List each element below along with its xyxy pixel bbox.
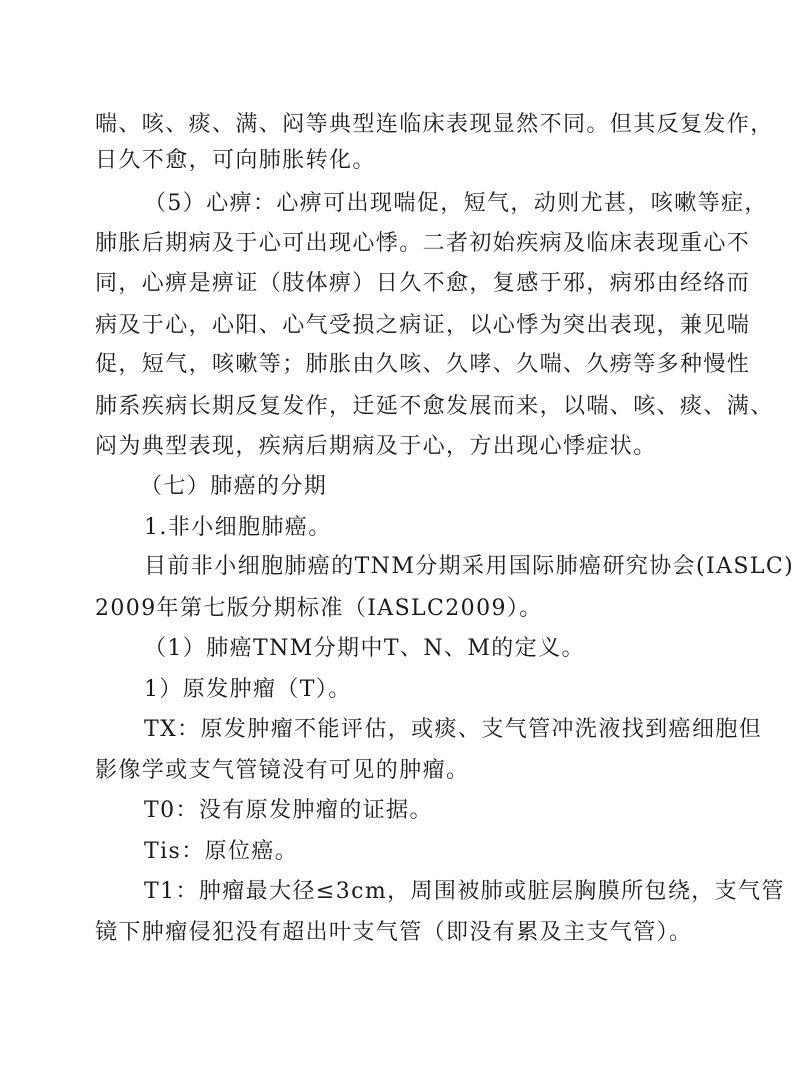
text-line: T0：没有原发肿瘤的证据。	[144, 798, 433, 823]
text-line: 影像学或支气管镜没有可见的肿瘤。	[95, 758, 470, 783]
text-line: （5）心痹：心痹可出现喘促，短气，动则尤甚，咳嗽等症，	[144, 191, 768, 216]
text-line: （1）肺癌TNM分期中T、N、M的定义。	[144, 636, 585, 661]
text-line: TX：原发肿瘤不能评估，或痰、支气管冲洗液找到癌细胞但	[144, 717, 763, 742]
text-line: 同，心痹是痹证（肢体痹）日久不愈，复感于邪，病邪由经络而	[95, 271, 751, 296]
text-line: 目前非小细胞肺癌的TNM分期采用国际肺癌研究协会(IASLC)	[144, 554, 795, 579]
text-line: 肺胀后期病及于心可出现心悸。二者初始疾病及临床表现重心不	[95, 231, 751, 256]
section-heading: （七）肺癌的分期	[140, 474, 328, 499]
text-line: Tis：原位癌。	[144, 839, 299, 864]
text-line: 闷为典型表现，疾病后期病及于心，方出现心悸症状。	[95, 434, 657, 459]
text-line: 促，短气，咳嗽等；肺胀由久咳、久哮、久喘、久痨等多种慢性	[95, 352, 751, 377]
text-line: T1：肿瘤最大径≤3cm，周围被肺或脏层胸膜所包绕，支气管	[144, 879, 785, 904]
text-line: 日久不愈，可向肺胀转化。	[95, 148, 376, 173]
text-line: 喘、咳、痰、满、闷等典型连临床表现显然不同。但其反复发作，	[95, 112, 774, 137]
text-line: 镜下肿瘤侵犯没有超出叶支气管（即没有累及主支气管）。	[95, 920, 693, 945]
text-line: 1.非小细胞肺癌。	[144, 515, 332, 540]
text-line: 肺系疾病长期反复发作，迁延不愈发展而来，以喘、咳、痰、满、	[95, 394, 774, 419]
text-line: 2009年第七版分期标准（IASLC2009）。	[95, 596, 543, 621]
text-line: 1）原发肿瘤（T）。	[144, 677, 352, 702]
text-line: 病及于心，心阳、心气受损之病证，以心悸为突出表现，兼见喘	[95, 313, 751, 338]
